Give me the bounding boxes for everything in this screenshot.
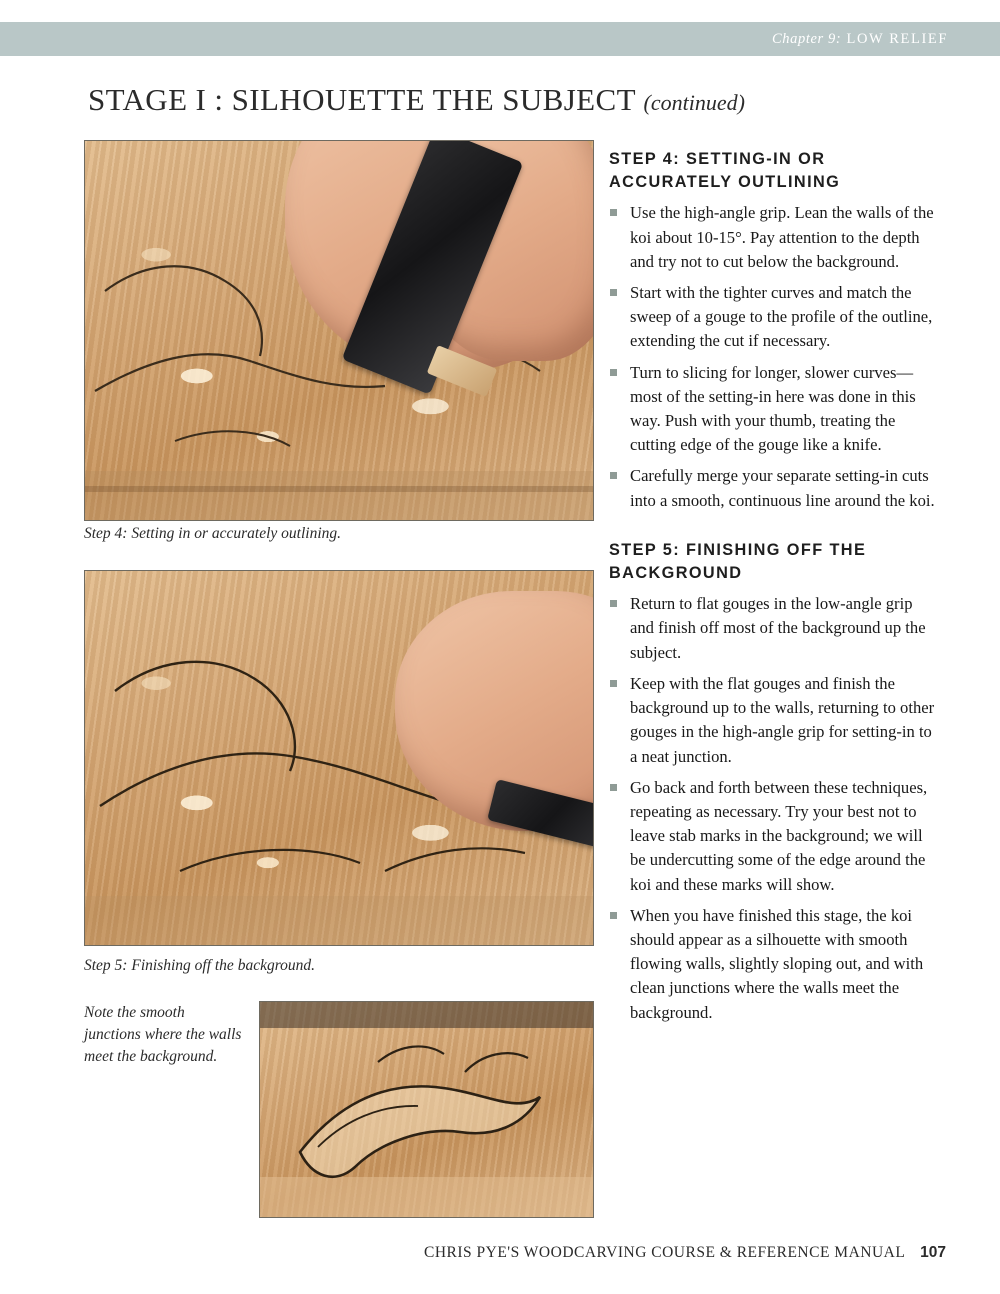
caption-step4: Step 4: Setting in or accurately outlining. bbox=[84, 525, 341, 542]
list-item: When you have finished this stage, the koi should appear as a silhouette with smooth flowing walls, slightly sloping out, and with clean junctions where the walls meet the background. bbox=[609, 904, 939, 1025]
bullet-list-step4 bbox=[609, 201, 939, 513]
page-header-band bbox=[0, 22, 1000, 56]
page-title bbox=[88, 82, 745, 118]
page-number: 107 bbox=[920, 1244, 946, 1261]
caption-step5: Step 5: Finishing off the background. bbox=[84, 957, 316, 974]
koi-carved-outline bbox=[260, 1002, 593, 1217]
list-item: Return to flat gouges in the low-angle grip and finish off most of the background up the subject. bbox=[609, 592, 939, 665]
chapter-title: LOW RELIEF bbox=[846, 30, 948, 47]
page-footer bbox=[424, 1244, 946, 1262]
list-item: Turn to slicing for longer, slower curves—most of the setting-in here was done in this way. Push with your thumb, treating the cutting edge of the gouge like a knife. bbox=[609, 361, 939, 458]
list-item: Carefully merge your separate setting-in cuts into a smooth, continuous line around the koi. bbox=[609, 464, 939, 512]
list-item: Go back and forth between these techniques, repeating as necessary. Try your best not to leave stab marks in the background; we will be undercutting some of the edge around the koi and these marks will show. bbox=[609, 776, 939, 897]
chapter-label: Chapter 9: bbox=[772, 30, 842, 47]
bullet-list-step5 bbox=[609, 592, 939, 1025]
section-heading-step5: STEP 5: FINISHING OFF THE BACKGROUND bbox=[609, 540, 867, 583]
caption-detail: Note the smooth junctions where the walls meet the background. bbox=[84, 1004, 242, 1065]
photo-step5-finishing-background bbox=[84, 570, 594, 946]
list-item: Keep with the flat gouges and finish the background up to the walls, returning to other gouges in the high-angle grip for setting-in to a neat junction. bbox=[609, 672, 939, 769]
page-title-main: STAGE I : SILHOUETTE THE SUBJECT bbox=[88, 82, 636, 117]
photo-koi-silhouette-detail bbox=[259, 1001, 594, 1218]
list-item: Use the high-angle grip. Lean the walls of the koi about 10-15°. Pay attention to the depth and try not to cut below the background. bbox=[609, 201, 939, 274]
page-title-continued: (continued) bbox=[643, 90, 745, 115]
instructions-column bbox=[609, 148, 939, 1032]
section-heading-step4: STEP 4: SETTING-IN OR ACCURATELY OUTLINING bbox=[609, 150, 841, 192]
list-item: Start with the tighter curves and match the sweep of a gouge to the profile of the outline, extending the cut if necessary. bbox=[609, 281, 939, 354]
footer-book-title: CHRIS PYE'S WOODCARVING COURSE & REFERENCE MANUAL bbox=[423, 1244, 905, 1261]
chapter-header bbox=[772, 31, 1000, 48]
photo-step4-setting-in bbox=[84, 140, 594, 521]
